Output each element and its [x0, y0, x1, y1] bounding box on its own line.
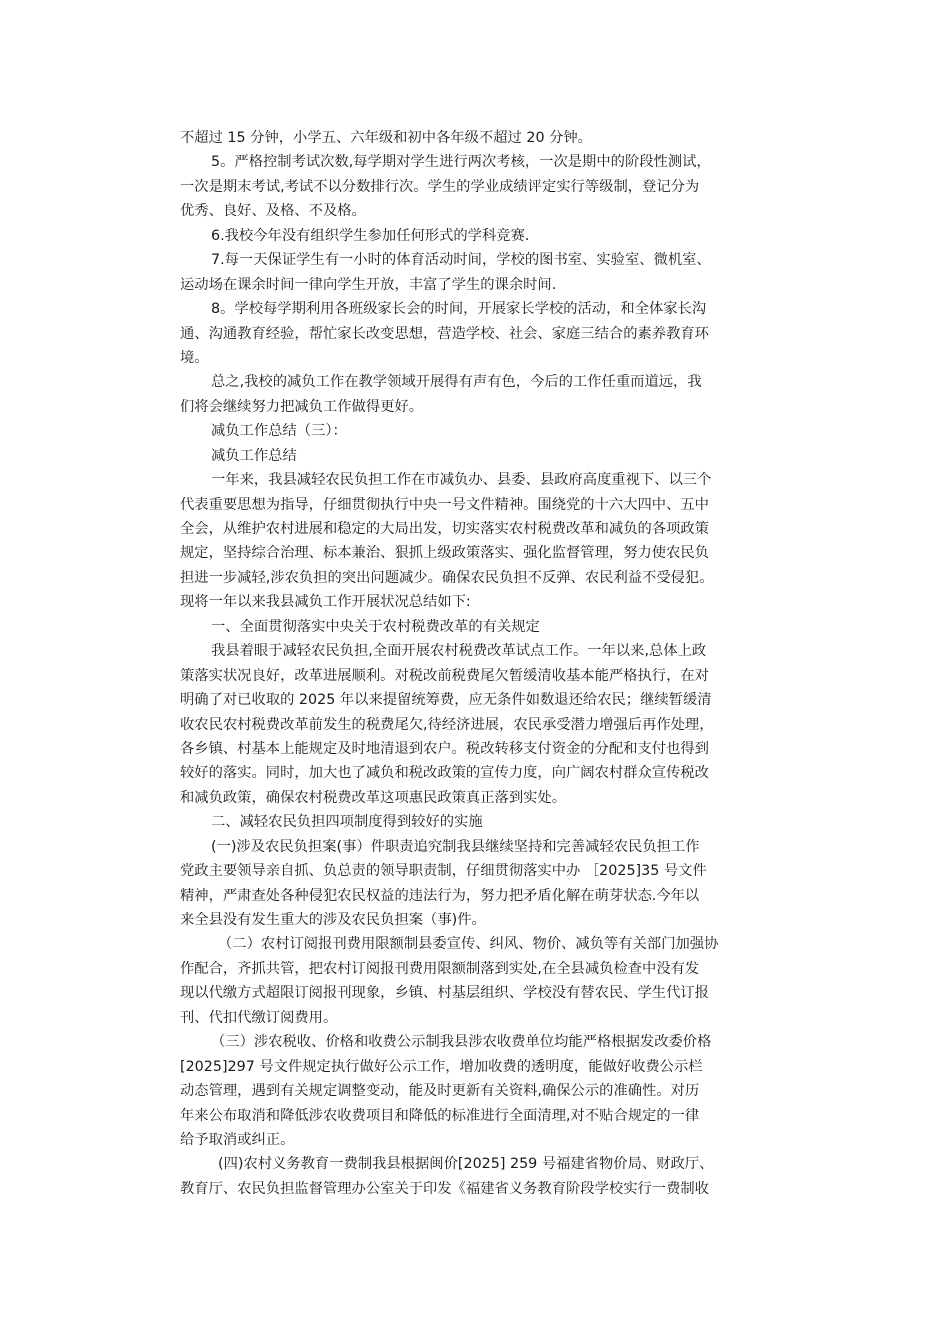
text-line: 规定，坚持综合治理、标本兼治、狠抓上级政策落实、强化监督管理，努力使农民负	[180, 545, 709, 562]
text-line: 7.每一天保证学生有一小时的体育活动时间，学校的图书室、实验室、微机室、	[211, 252, 711, 269]
text-line: 代表重要思想为指导，仔细贯彻执行中央一号文件精神。围绕党的十六大四中、五中	[180, 496, 709, 513]
text-line: 一年来，我县减轻农民负担工作在市减负办、县委、县政府高度重视下、以三个	[211, 472, 712, 489]
text-line: 明确了对已收取的 2025 年以来提留统筹费，应无条件如数退还给农民；继续暂缓清	[180, 692, 712, 709]
text-line: 6.我校今年没有组织学生参加任何形式的学科竞赛.	[211, 227, 530, 244]
text-line: 优秀、良好、及格、不及格。	[180, 203, 366, 220]
text-line: 通、沟通教育经验，帮忙家长改变思想，营造学校、社会、家庭三结合的素养教育环	[180, 325, 709, 342]
text-line: 收农民农村税费改革前发生的税费尾欠,待经济进展，农民承受潜力增强后再作处理，	[180, 716, 714, 733]
text-line: 们将会继续努力把减负工作做得更好。	[180, 398, 424, 415]
text-line: 不超过 15 分钟，小学五、六年级和初中各年级不超过 20 分钟。	[180, 130, 592, 146]
text-line: (一)涉及农民负担案(事）件职责追究制我县继续坚持和完善减轻农民负担工作	[211, 838, 700, 855]
text-line: [2025]297 号文件规定执行做好公示工作，增加收费的透明度，能做好收费公示栏	[180, 1058, 703, 1075]
text-line: 5。严格控制考试次数,每学期对学生进行两次考核，一次是期中的阶段性测试，	[211, 154, 711, 171]
text-line: 来全县没有发生重大的涉及农民负担案（事)件。	[180, 912, 486, 928]
text-line: （三）涉农税收、价格和收费公示制我县涉农收费单位均能严格根据发改委价格	[211, 1034, 712, 1051]
text-line: 精神，严肃查处各种侵犯农民权益的违法行为，努力把矛盾化解在萌芽状态.今年以	[180, 887, 700, 904]
document-body	[180, 126, 778, 1201]
text-line: (四)农村义务教育一费制我县根据闽价[2025] 259 号福建省物价局、财政厅、	[218, 1156, 714, 1173]
text-line: 策落实状况良好，改革进展顺利。对税改前税费尾欠暂缓清收基本能严格执行，在对	[180, 667, 709, 684]
text-line: 8。学校每学期利用各班级家长会的时间，开展家长学校的活动，和全体家长沟	[211, 301, 707, 318]
text-line: 现以代缴方式超限订阅报刊现象，乡镇、村基层组织、学校没有替农民、学生代订报	[180, 985, 709, 1002]
text-line: 我县着眼于减轻农民负担,全面开展农村税费改革试点工作。一年以来,总体上政	[211, 643, 707, 660]
text-line: 年来公布取消和降低涉农收费项目和降低的标准进行全面清理,对不贴合规定的一律	[180, 1107, 700, 1124]
text-line: 境。	[180, 349, 209, 366]
text-line: 给予取消或纠正。	[180, 1131, 295, 1148]
text-line: 一、全面贯彻落实中央关于农村税费改革的有关规定	[211, 618, 540, 635]
text-line: 减负工作总结（三）：	[211, 423, 347, 440]
text-line: 刊、代扣代缴订阅费用。	[180, 1009, 338, 1026]
text-line: （二）农村订阅报刊费用限额制县委宣传、纠风、物价、减负等有关部门加强协	[218, 936, 719, 953]
text-line: 各乡镇、村基本上能规定及时地清退到农户。税改转移支付资金的分配和支付也得到	[180, 740, 709, 757]
text-line: 总之,我校的减负工作在教学领域开展得有声有色，今后的工作任重而道远，我	[211, 374, 702, 391]
text-line: 动态管理，遇到有关规定调整变动，能及时更新有关资料,确保公示的准确性。对历	[180, 1083, 700, 1100]
text-line: 二、减轻农民负担四项制度得到较好的实施	[211, 814, 483, 831]
text-line: 作配合，齐抓共管，把农村订阅报刊费用限额制落到实处,在全县减负检查中没有发	[180, 960, 700, 977]
text-line: 现将一年以来我县减负工作开展状况总结如下:	[180, 594, 471, 611]
text-line: 全会，从维护农村进展和稳定的大局出发，切实落实农村税费改革和减负的各项政策	[180, 521, 709, 537]
text-line: 运动场在课余时间一律向学生开放，丰富了学生的课余时间.	[180, 276, 557, 293]
text-line: 担进一步减轻,涉农负担的突出问题减少。确保农民负担不反弹、农民利益不受侵犯。	[180, 569, 714, 586]
text-line: 和减负政策，确保农村税费改革这项惠民政策真正落到实处。	[180, 789, 567, 806]
text-line: 教育厅、农民负担监督管理办公室关于印发《福建省义务教育阶段学校实行一费制收	[180, 1180, 709, 1197]
text-line: 党政主要领导亲自抓、负总责的领导职责制，仔细贯彻落实中办 ［2025]35 号文件	[180, 863, 707, 880]
text-line: 减负工作总结	[211, 447, 297, 464]
text-line: 一次是期末考试,考试不以分数排行次。学生的学业成绩评定实行等级制，登记分为	[180, 178, 700, 195]
text-line: 较好的落实。同时，加大也了减负和税改政策的宣传力度，向广阔农村群众宣传税改	[180, 765, 709, 782]
